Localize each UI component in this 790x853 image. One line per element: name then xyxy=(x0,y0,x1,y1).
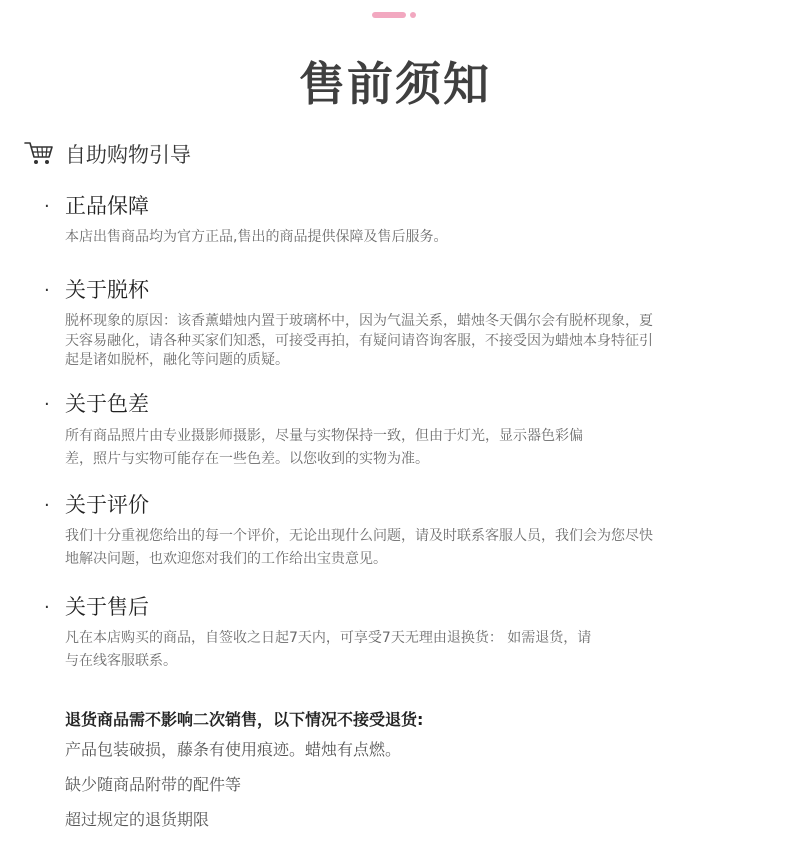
body-line: 凡在本店购买的商品，自签收之日起7天内，可享受7天无理由退换货： 如需退货，请 xyxy=(65,630,592,646)
body-line: 起是诸如脱杯，融化等问题的质疑。 xyxy=(65,352,289,368)
section-body-authentic xyxy=(65,228,740,248)
section-body-after-sales xyxy=(65,629,740,671)
bullet-dot: · xyxy=(44,280,50,301)
body-line: 差，照片与实物可能存在一些色差。以您收到的实物为准。 xyxy=(65,450,429,467)
section-body-review xyxy=(65,527,740,569)
page-title: 售前须知 xyxy=(299,57,491,111)
decorative-pink-dot xyxy=(410,12,416,18)
shopping-cart-icon xyxy=(24,140,54,166)
body-line: 脱杯现象的原因：该香薰蜡烛内置于玻璃杯中，因为气温关系，蜡烛冬天偶尔会有脱杯现象，夏 xyxy=(65,313,653,329)
section-body-color xyxy=(65,427,740,469)
guide-title: 自助购物引导 xyxy=(65,143,191,167)
section-heading-after-sales: 关于售后 xyxy=(65,595,149,619)
body-line: 天容易融化，请各种买家们知悉，可接受再拍，有疑问请咨询客服，不接受因为蜡烛本身特征引 xyxy=(65,332,653,349)
decorative-pink-bar xyxy=(372,12,406,18)
bullet-dot: · xyxy=(44,394,50,415)
section-heading-color: 关于色差 xyxy=(65,392,149,416)
return-notice-title: 退货商品需不影响二次销售，以下情况不接受退货: xyxy=(65,710,424,729)
return-notice-item: 超过规定的退货期限 xyxy=(65,810,210,829)
return-notice-item: 产品包装破损，藤条有使用痕迹。蜡烛有点燃。 xyxy=(65,740,402,759)
body-line: 本店出售商品均为官方正品,售出的商品提供保障及售后服务。 xyxy=(65,229,448,245)
return-notice-item: 缺少随商品附带的配件等 xyxy=(65,775,242,794)
section-heading-authentic: 正品保障 xyxy=(65,194,149,218)
section-heading-review: 关于评价 xyxy=(65,493,149,517)
bullet-dot: · xyxy=(44,196,50,217)
body-line: 地解决问题，也欢迎您对我们的工作给出宝贵意见。 xyxy=(65,550,387,567)
body-line: 我们十分重视您给出的每一个评价，无论出现什么问题，请及时联系客服人员，我们会为您尽快 xyxy=(65,528,653,544)
body-line: 所有商品照片由专业摄影师摄影，尽量与实物保持一致，但由于灯光，显示器色彩偏 xyxy=(65,428,583,444)
section-heading-cup-detach: 关于脱杯 xyxy=(65,278,149,302)
bullet-dot: · xyxy=(44,597,50,618)
body-line: 与在线客服联系。 xyxy=(65,652,177,669)
section-body-cup-detach xyxy=(65,312,740,371)
bullet-dot: · xyxy=(44,495,50,516)
